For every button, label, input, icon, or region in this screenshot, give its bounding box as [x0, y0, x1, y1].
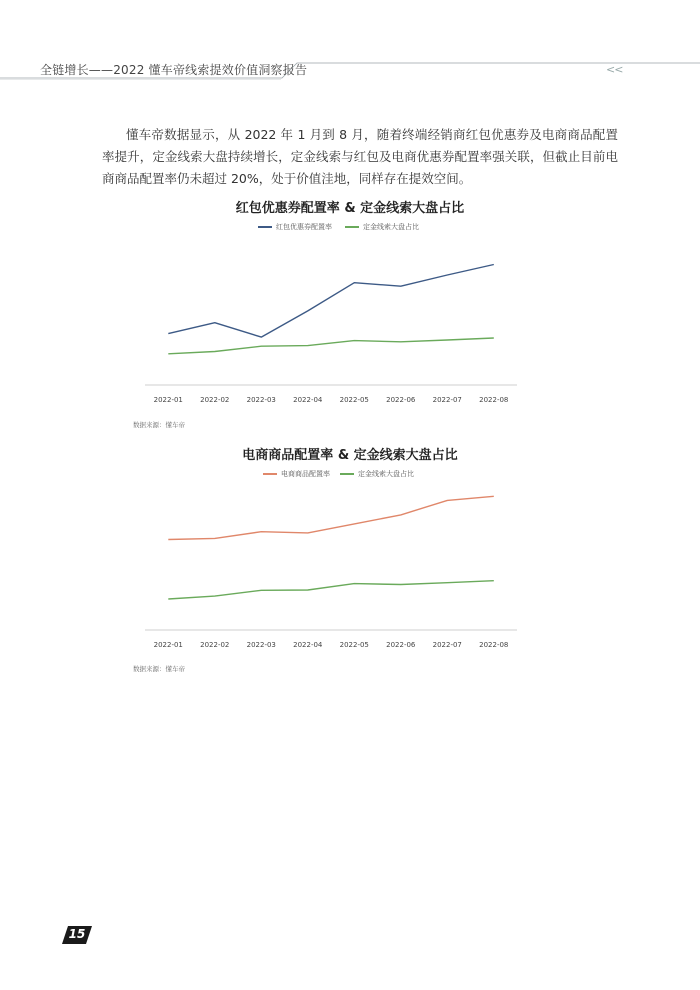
- chart-1-x-tick-label: 2022-03: [246, 396, 276, 404]
- chart-1-legend-label-2: 定金线索大盘占比: [363, 223, 419, 231]
- header-title: 全链增长——2022 懂车帝线索提效价值洞察报告: [40, 63, 308, 77]
- chart-2-x-tick-label: 2022-06: [386, 641, 416, 649]
- chart-1-x-tick-label: 2022-08: [479, 396, 509, 404]
- chart-2-title: 电商商品配置率 & 定金线索大盘占比: [242, 448, 458, 463]
- chart-2-x-tick-label: 2022-01: [153, 641, 183, 649]
- chart-1-legend-label-1: 红包优惠券配置率: [276, 223, 332, 231]
- chevron-left-icon: <<: [606, 63, 623, 76]
- page-number-badge: [62, 926, 92, 944]
- chart-1-x-tick-label: 2022-04: [293, 396, 323, 404]
- chart-1-source: 数据来源：懂车帝: [133, 421, 185, 429]
- chart-1-title: 红包优惠券配置率 & 定金线索大盘占比: [235, 201, 465, 216]
- chart-2-series-2-line: [168, 581, 494, 599]
- chart-1-x-tick-label: 2022-02: [200, 396, 230, 404]
- chart-2-x-tick-label: 2022-05: [339, 641, 369, 649]
- chart-2-x-tick-label: 2022-03: [246, 641, 276, 649]
- chart-2-x-tick-label: 2022-04: [293, 641, 323, 649]
- chart-2-series-1-line: [168, 496, 494, 539]
- chart-2-legend-label-1: 电商商品配置率: [281, 470, 330, 478]
- chart-1-x-tick-label: 2022-01: [153, 396, 183, 404]
- chart-2-legend-label-2: 定金线索大盘占比: [358, 470, 414, 478]
- chart-2-source: 数据来源：懂车帝: [133, 665, 185, 673]
- chart-1-x-tick-label: 2022-07: [432, 396, 462, 404]
- chart-2-x-tick-label: 2022-02: [200, 641, 230, 649]
- intro-paragraph: 懂车帝数据显示，从 2022 年 1 月到 8 月，随着终端经销商红包优惠券及电商商品配置率提升，定金线索大盘持续增长，定金线索与红包及电商优惠券配置率强关联，但截止目前电商商品配置率仍未超过 20%，处于价值洼地，同样存在提效空间。: [102, 127, 618, 186]
- chart-1-x-tick-label: 2022-06: [386, 396, 416, 404]
- chart-1-x-tick-label: 2022-05: [339, 396, 369, 404]
- chart-2-x-tick-label: 2022-07: [432, 641, 462, 649]
- chart-2-x-tick-label: 2022-08: [479, 641, 509, 649]
- page-number: 15: [68, 927, 86, 941]
